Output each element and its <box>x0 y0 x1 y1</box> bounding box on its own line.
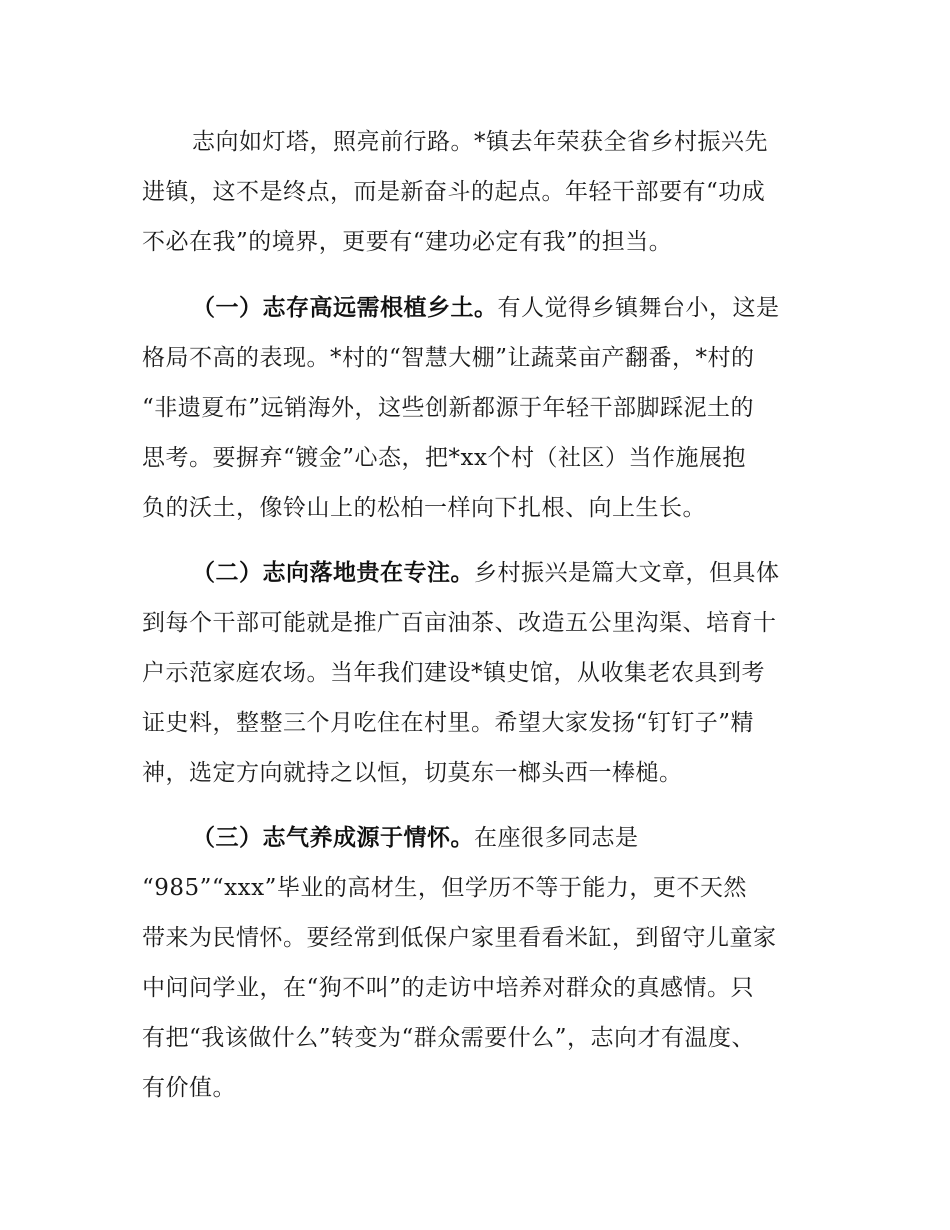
paragraph-line: 有把“我该做什么”转变为“群众需要什么”，志向才有温度、 <box>142 1025 756 1051</box>
section-heading: （二）志向落地贵在专注。 <box>192 560 474 586</box>
paragraph-line: 证史料，整整三个月吃住在村里。希望大家发扬“钉钉子”精 <box>142 710 755 736</box>
paragraph-line: 不必在我”的境界，更要有“建功必定有我”的担当。 <box>142 229 673 255</box>
paragraph-line: “985”“xxx”毕业的高材生，但学历不等于能力，更不天然 <box>142 875 747 901</box>
paragraph-line: “非遗夏布”远销海外，这些创新都源于年轻干部脚踩泥土的 <box>142 395 755 421</box>
paragraph-line: 户示范家庭农场。当年我们建设*镇史馆，从收集老农具到考 <box>142 660 765 686</box>
section-heading: （三）志气养成源于情怀。 <box>192 825 474 851</box>
section-heading: （一）志存高远需根植乡土。 <box>192 295 498 321</box>
paragraph-line: 有价值。 <box>142 1075 236 1101</box>
paragraph-line: 带来为民情怀。要经常到低保户家里看看米缸，到留守儿童家 <box>142 925 777 951</box>
paragraph-line: 到每个干部可能就是推广百亩油茶、改造五公里沟渠、培育十 <box>142 610 777 636</box>
paragraph-line: 乡村振兴是篇大文章，但具体 <box>474 560 780 586</box>
paragraph-line: 有人觉得乡镇舞台小，这是 <box>497 295 780 321</box>
paragraph-line: 志向如灯塔，照亮前行路。*镇去年荣获全省乡村振兴先 <box>192 129 768 155</box>
paragraph-first-line <box>192 557 780 589</box>
paragraph-first-line <box>192 292 780 324</box>
paragraph-line: 进镇，这不是终点，而是新奋斗的起点。年轻干部要有“功成 <box>142 179 766 205</box>
paragraph-line: 思考。要摒弃“镀金”心态，把*xx个村（社区）当作施展抱 <box>142 445 746 471</box>
paragraph-line: 在座很多同志是 <box>474 825 639 851</box>
paragraph-first-line <box>192 822 639 854</box>
paragraph-line: 中问问学业，在“狗不叫”的走访中培养对群众的真感情。只 <box>142 975 755 1001</box>
paragraph-line: 格局不高的表现。*村的“智慧大棚”让蔬菜亩产翻番，*村的 <box>142 345 755 371</box>
paragraph-line: 负的沃土，像铃山上的松柏一样向下扎根、向上生长。 <box>142 495 706 521</box>
paragraph-line: 神，选定方向就持之以恒，切莫东一榔头西一棒槌。 <box>142 760 683 786</box>
